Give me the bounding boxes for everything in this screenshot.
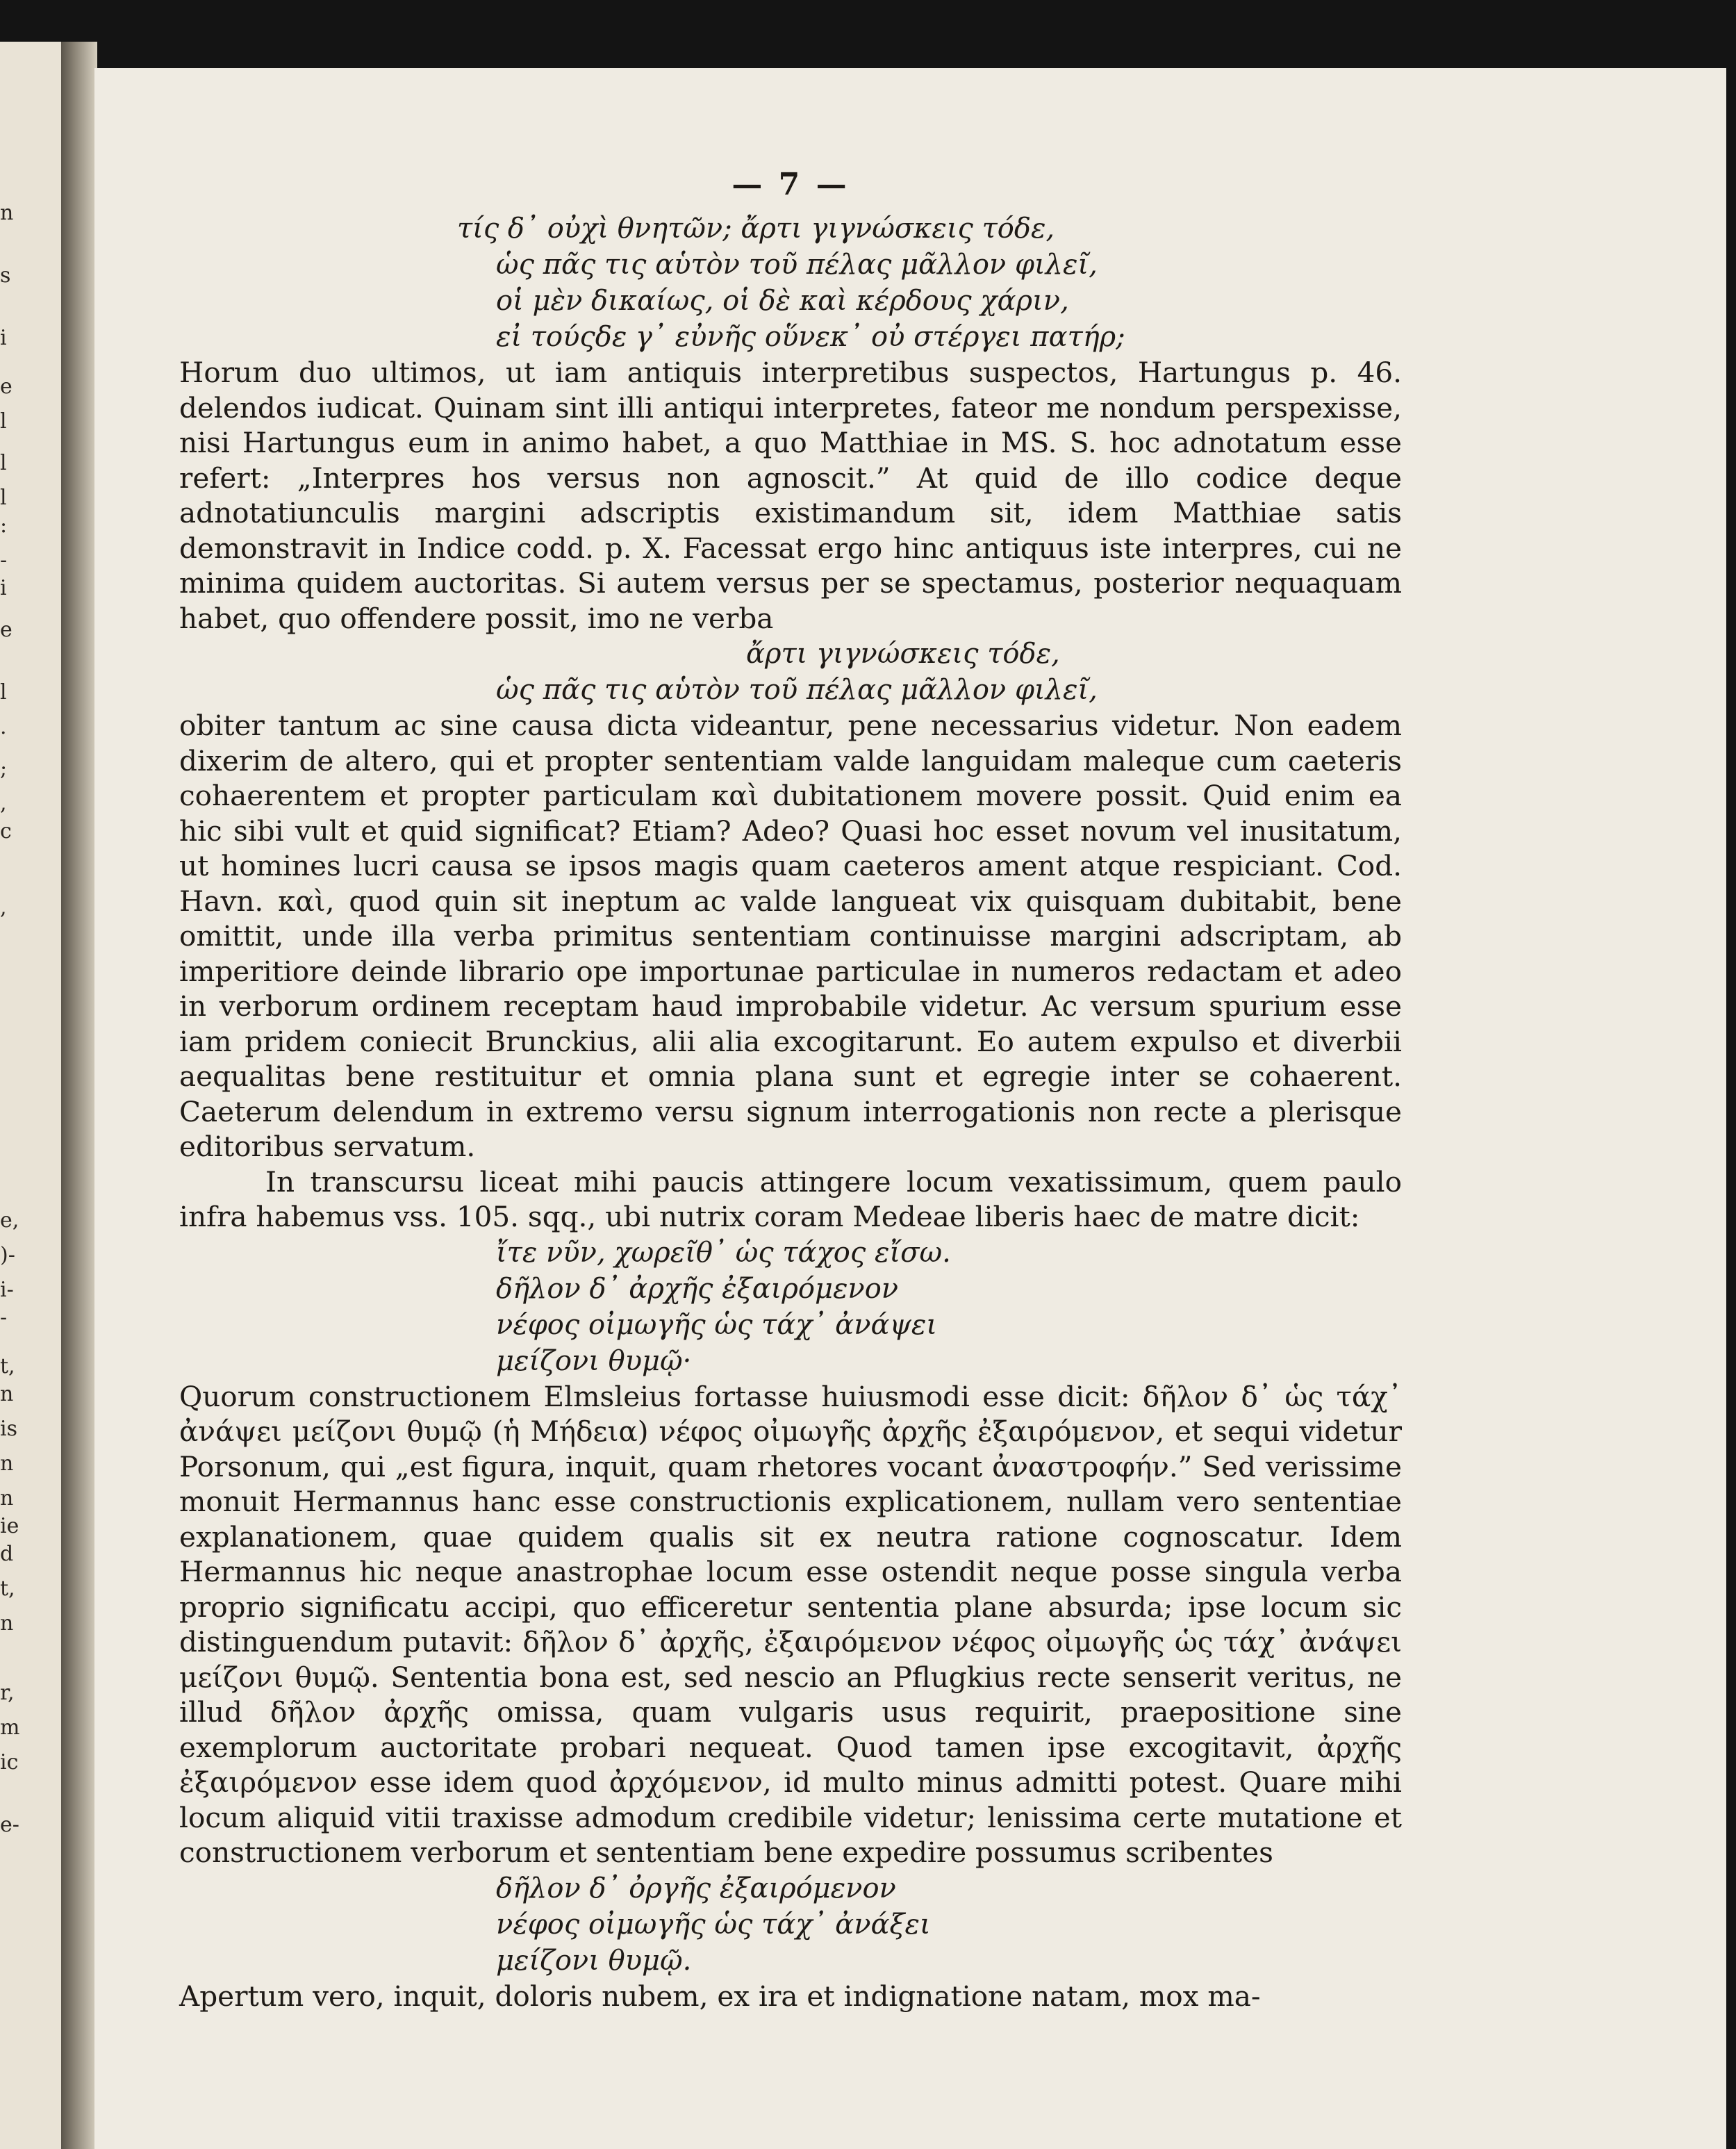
facing-page-edge — [0, 42, 64, 2149]
facing-page-fragment: d — [0, 1542, 14, 1566]
verse-line: ἄρτι γιγνώσκεις τόδε, — [746, 638, 1060, 670]
facing-page-fragment: . — [0, 715, 7, 739]
facing-page-fragment: r, — [0, 1681, 15, 1705]
verse-line: οἱ μὲν δικαίως, οἱ δὲ καὶ κέρδους χάριν, — [496, 285, 1069, 317]
facing-page-fragment: c — [0, 819, 12, 843]
facing-page-fragment: t, — [0, 1576, 15, 1601]
facing-page-fragment: m — [0, 1715, 20, 1740]
facing-page-fragment: is — [0, 1417, 17, 1441]
facing-page-fragment: i — [0, 576, 7, 600]
facing-page-fragment: l — [0, 486, 7, 510]
paragraph: Apertum vero, inquit, doloris nubem, ex ira et indignatione natam, mox ma- — [179, 1979, 1261, 2013]
verse-line: νέφος οἰμωγῆς ὡς τάχ᾽ ἀνάψει — [496, 1308, 938, 1341]
facing-page-fragment: l — [0, 451, 7, 475]
page-content — [179, 167, 1402, 2014]
paragraph: obiter tantum ac sine causa dicta videantur, pene necessarius videtur. Non eadem dixerim de altero, qui et propter sententiam valde languidam maleque cum caeteris cohaerentem et propter particulam καὶ dubitationem movere possit. Quid enim ea hic sibi vult et quid significat? Etiam? Adeo? Quasi hoc esset novum vel inusitatum, ut homines lucri causa se ipsos magis quam caeteros ament atque respiciant. Cod. Havn. καὶ, quod quin sit ineptum ac valde langueat vix quisquam dubitabit, bene omittit, unde illa verba primitus sententiam continuisse margini adscriptam, ab imperitiore deinde librario ope importunae particulae in numeros redactam et adeo in verborum ordinem receptam haud improbabile videtur. Ac versum spurium esse iam pridem coniecit Brunckius, alii alia excogitarunt. Eo autem expulso et diverbii aequalitas bene restituitur et omnia plana sunt et egregie inter se cohaerent. Caeterum delendum in extremo versu signum interrogationis non recte a plerisque editoribus servatum. — [179, 709, 1402, 1163]
paragraph: In transcursu liceat mihi paucis attingere locum vexatissimum, quem paulo infra habemus vss. 105. sqq., ubi nutrix coram Medeae liberis haec de matre dicit: — [179, 1164, 1402, 1233]
page-number: — 7 — — [731, 167, 850, 202]
facing-page-fragment: ie — [0, 1514, 19, 1538]
facing-page-fragment: - — [0, 548, 8, 573]
verse-block-1 — [457, 211, 1402, 355]
facing-page-fragment: , — [0, 791, 7, 816]
facing-page-fragment: , — [0, 896, 7, 920]
verse-line: τίς δ᾽ οὐχὶ θνητῶν; ἄρτι γιγνώσκεις τόδε, — [457, 213, 1055, 245]
facing-page-fragment: n — [0, 201, 14, 225]
facing-page-fragment: e — [0, 618, 13, 642]
facing-page-fragment: l — [0, 680, 7, 705]
verse-line: μείζονι θυμῷ· — [496, 1344, 692, 1377]
verse-line: ὡς πᾶς τις αὑτὸν τοῦ πέλας μᾶλλον φιλεῖ, — [496, 674, 1098, 706]
verse-line: μείζονι θυμῷ. — [496, 1944, 692, 1977]
facing-page-fragment: t, — [0, 1354, 15, 1378]
facing-page-fragment: e- — [0, 1813, 19, 1837]
verse-block-2 — [707, 636, 1402, 672]
verse-line: ἴτε νῦν, χωρεῖθ᾽ ὡς τάχος εἴσω. — [496, 1236, 951, 1269]
facing-page-fragment: l — [0, 409, 7, 434]
facing-page-fragment: - — [0, 1306, 8, 1330]
paragraph: Quorum constructionem Elmsleius fortasse huiusmodi esse dicit: δῆλον δ᾽ ὡς τάχ᾽ ἀνάψει μείζονι θυμῷ (ἡ Μήδεια) νέφος οἰμωγῆς ἀρχῆς ἐξαιρόμενον, et sequi videtur Porsonum, qui „est figura, inquit, quam rhetores vocant ἀναστροφήν.” Sed verissime monuit Hermannus hanc esse constructionis explicationem, nullam vero sententiae explanationem, quae quidem qualis sit ex neutra ratione cognoscatur. Idem Hermannus hic neque anastrophae locum esse ostendit neque posse singula verba proprio significatu accipi, quo efficeretur sententia plane absurda; ipse locum sic distinguendum putavit: δῆλον δ᾽ ἀρχῆς, ἐξαιρόμενον νέφος οἰμωγῆς ὡς τάχ᾽ ἀνάψει μείζονι θυμῷ. Sententia bona est, sed nescio an Pflugkius recte senserit veritus, ne illud δῆλον ἀρχῆς omissa, quam vulgaris usus requirit, praepositione sine exemplorum auctoritate probari nequeat. Quod tamen ipse excogitavit, ἀρχῆς ἐξαιρόμενον esse idem quod ἀρχόμενον, id multo minus admitti potest. Quare mihi locum aliquid vitii traxisse admodum credibile videtur; lenissima certe mutatione et constructionem verborum et sententiam bene expedire possumus scribentes — [179, 1379, 1402, 1869]
facing-page-fragment: e — [0, 374, 13, 399]
verse-line: δῆλον δ᾽ ἀρχῆς ἐξαιρόμενον — [496, 1272, 899, 1305]
paragraph: Horum duo ultimos, ut iam antiquis interpretibus suspectos, Hartungus p. 46. delendos iudicat. Quinam sint illi antiqui interpretes, fateor me nondum perspexisse, nisi Hartungus eum in animo habet, a quo Matthiae in MS. S. hoc adnotatum esse refert: „Interpres hos versus non agnoscit.” At quid de illo codice deque adnotatiunculis margini adscriptis existimandum sit, idem Matthiae satis demonstravit in Indice codd. p. X. Facessat ergo hinc antiquus iste interpres, cui ne minima quidem auctoritas. Si autem versus per se spectamus, posterior nequaquam habet, quo offendere possit, imo ne verba — [179, 356, 1402, 635]
facing-page-fragment: n — [0, 1382, 14, 1406]
verse-block-4 — [457, 1870, 1402, 1979]
verse-block-2b — [457, 672, 1402, 708]
verse-line: εἰ τούςδε γ᾽ εὐνῆς οὕνεκ᾽ οὐ στέργει πατήρ; — [496, 321, 1125, 353]
facing-page-fragment: i — [0, 326, 7, 350]
facing-page-fragment: )- — [0, 1243, 15, 1267]
facing-page-fragment: ; — [0, 757, 8, 781]
facing-page-fragment: n — [0, 1611, 14, 1636]
facing-page-fragment: n — [0, 1451, 14, 1476]
facing-page-fragment: n — [0, 1486, 14, 1510]
verse-line: νέφος οἰμωγῆς ὡς τάχ᾽ ἀνάξει — [496, 1908, 931, 1941]
book-gutter — [61, 42, 97, 2149]
verse-block-3 — [457, 1235, 1402, 1379]
verse-line: ὡς πᾶς τις αὑτὸν τοῦ πέλας μᾶλλον φιλεῖ, — [496, 249, 1098, 281]
verse-line: δῆλον δ᾽ ὀργῆς ἐξαιρόμενον — [496, 1872, 896, 1904]
facing-page-fragment: e, — [0, 1208, 19, 1233]
facing-page-fragment: i- — [0, 1278, 14, 1302]
facing-page-fragment: ic — [0, 1750, 19, 1775]
facing-page-fragment: s — [0, 263, 11, 288]
facing-page-fragment: : — [0, 513, 8, 538]
